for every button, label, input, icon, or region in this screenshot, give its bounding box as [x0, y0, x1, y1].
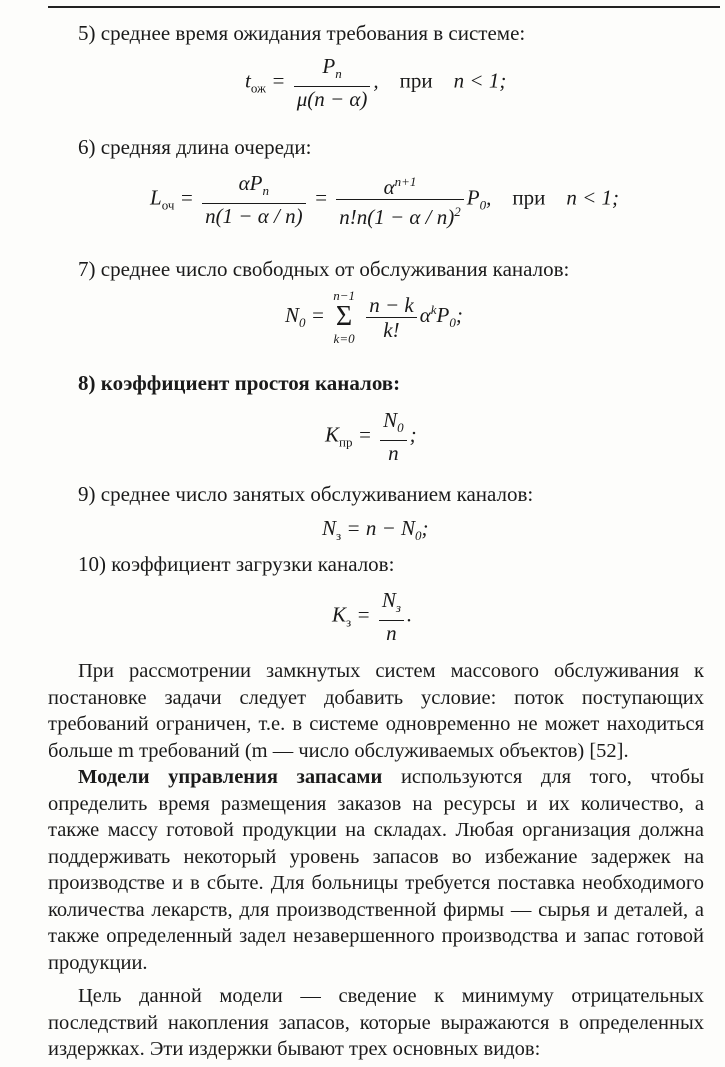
- formula-idle-ratio: $K_{пр}$ = $\frac{N_0}{n}$ ;: [325, 408, 417, 466]
- formula-busy-channels: $N_з = n - N_0$;: [322, 516, 429, 544]
- formula-load-ratio: $K_з$ = $\frac{N_з}{n}$ .: [332, 588, 413, 646]
- paragraph-closed-systems: При рассмотрении замкнутых систем массового обслуживания к постановке задачи следует добавить условие: поток поступающих требований ограничен, т.е. в системе одновременно не может находиться больше m требований (m — число обслуживаемых объектов) [52].: [48, 660, 704, 762]
- paragraph-inventory-models: [48, 764, 704, 976]
- item-8-text: 8) коэффициент простоя каналов:: [78, 371, 401, 395]
- list-item-6: 6) средняя длина очереди:: [78, 135, 312, 159]
- list-item-9: 9) среднее число занятых обслуживанием каналов:: [78, 482, 534, 506]
- list-item-5: 5) среднее время ожидания требования в системе:: [78, 21, 526, 45]
- formula-waiting-time: $t_{ож}$ = $\frac{P_n}{\mu(n - \alpha)}$ , при n < 1;: [245, 54, 507, 112]
- formula-free-channels: $N_0$ = n−1 Σ k=0 $\frac{n - k}{k!}$ $\alpha^kP_0$;: [285, 288, 463, 346]
- formula-queue-length: $L_{оч}$ = $\frac{\alpha P_n}{n(1 - \alpha / n)}$ = $\frac{\alpha^{n+1}}{n!n(1 - \alpha / n)^2}$ $P_0$, при n < 1;: [150, 170, 619, 229]
- inventory-models-term: Модели управления запасами: [78, 766, 383, 788]
- paragraph-model-goal: Цель данной модели — сведение к минимуму отрицательных последствий накопления запасов, которые выражаются в определенных издержках. Эти издержки бывают трех основных видов:: [48, 985, 704, 1060]
- list-item-10: 10) коэффициент загрузки каналов:: [78, 552, 395, 576]
- top-rule: [48, 6, 720, 8]
- sum-sign: n−1 Σ k=0: [333, 288, 355, 346]
- list-item-8: [78, 370, 400, 396]
- inventory-models-text: используются для того, чтобы определить время размещения заказов на ресурсы и их количество, а также массу готовой продукции на складах. Любая организация должна поддерживать некоторый уровень запасов во избежание задержек на производстве и в сбыте. Для больницы требуется поставка необходимого количества лекарств, для производственной фирмы — сырья и деталей, а также определенный задел незавершенного производства и запас готовой продукции.: [48, 766, 704, 974]
- list-item-7: 7) среднее число свободных от обслуживания каналов:: [78, 257, 570, 281]
